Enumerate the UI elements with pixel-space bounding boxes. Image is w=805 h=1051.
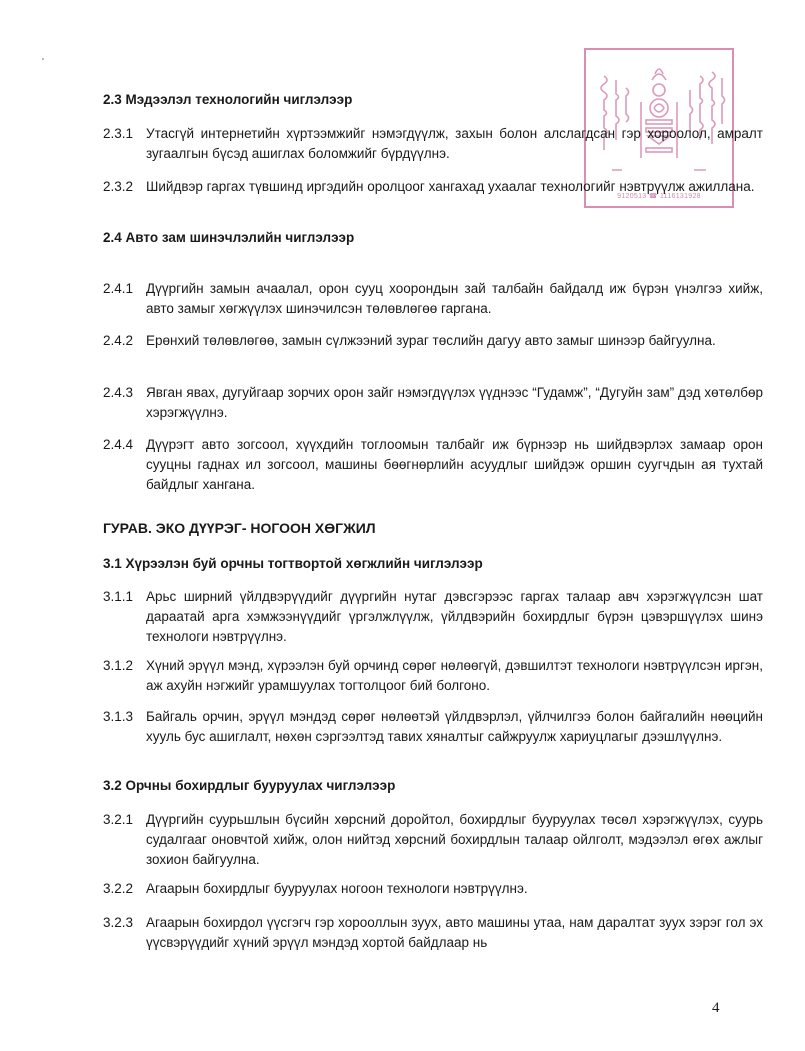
list-item [103,879,763,899]
item-text: Дүүргийн замын ачаалал, орон сууц хоорондын зай талбайн байдалд иж бүрэн үнэлгээ хийж, авто замыг хөгжүүлэх шинэчилсэн төлөвлөгөө гаргана. [146,281,763,316]
list-item [103,707,763,747]
item-number: 2.3.1 [103,126,134,141]
list-item [103,810,763,870]
list-item [103,279,763,319]
section-heading-2-3: 2.3 Мэдээлэл технологийн чиглэлээр [103,92,353,107]
item-text: Агаарын бохирдол үүсгэгч гэр хорооллын зуух, авто машины утаа, нам даралтат зуух зэрэг гол эх үүсвэрүүдийг хүний эрүүл мэндэд хортой байдлаар нь [146,915,763,950]
section-heading-3-2: 3.2 Орчны бохирдлыг бууруулах чиглэлээр [103,778,396,793]
item-text: Арьс ширний үйлдвэрүүдийг дүүргийн нутаг дэвсгэрээс гаргах талаар авч хэрэгжүүлсэн шат дараатай арга хэмжээнүүдийг үргэлжлүүлж, үйлдвэрийн бохирдлыг бүрэн цэвэршүүлэх шинэ технологи нэвтрүүлнэ. [146,589,763,644]
page-number: 4 [712,1000,720,1016]
list-item [103,383,763,423]
item-number: 3.1.3 [103,709,134,724]
list-item [103,124,763,164]
item-text: Агаарын бохирдлыг бууруулах ногоон технологи нэвтрүүлнэ. [146,881,528,896]
item-text: Ерөнхий төлөвлөгөө, замын сүлжээний зураг төслийн дагуу авто замыг шинээр байгуулна. [146,333,716,348]
item-text: Байгаль орчин, эрүүл мэндэд сөрөг нөлөөтэй үйлдвэрлэл, үйлчилгээ болон байгалийн нөөцийн хууль бус ашиглалт, нөхөн сэргээлтэд тавих хяналтыг сайжруулж хариуцлагыг дээшлүүлнэ. [146,709,763,744]
list-item [103,435,763,495]
item-text: Дүүргийн суурьшлын бүсийн хөрсний доройтол, бохирдлыг бууруулах төсөл хэрэгжүүлэх, суурь судалгааг оновчтой хийж, олон нийтэд хөрсний бохирдлын талаар ойлголт, мэдээлэл өгөх ажлыг зохион байгуулна. [146,812,763,867]
item-text: Дүүрэгт авто зогсоол, хүүхдийн тоглоомын талбайг иж бүрнээр нь шийдвэрлэх замаар орон сууцны гаднах ил зогсоол, машины бөөгнөрлийн асуудлыг шийдэж оршин суугчдын ая тухтай байдлыг хангана. [146,437,763,492]
scan-speck [42,58,44,60]
item-text: Хүний эрүүл мэнд, хүрээлэн буй орчинд сөрөг нөлөөгүй, дэвшилтэт технологи нэвтрүүлсэн иргэн, аж ахуйн нэгжийг урамшуулах тогтолцоог бий болгоно. [146,658,763,693]
section-heading-3-1: 3.1 Хүрээлэн буй орчны тогтвортой хөгжлийн чиглэлээр [103,556,483,571]
item-text: Шийдвэр гаргах түвшинд иргэдийн оролцоог хангахад ухаалаг технологийг нэвтрүүлж ажиллана. [146,179,755,194]
item-text: Утасгүй интернетийн хүртээмжийг нэмэгдүүлж, захын болон алслагдсан гэр хороолол, амралт зугаалгын бүсэд ашиглах боломжийг бүрдүүлнэ. [146,126,763,161]
list-item [103,331,763,351]
item-number: 2.4.3 [103,385,134,400]
item-number: 2.3.2 [103,179,134,194]
item-number: 3.1.2 [103,658,134,673]
section-heading-2-4: 2.4 Авто зам шинэчлэлийн чиглэлээр [103,230,355,245]
item-text: Явган явах, дугуйгаар зорчих орон зайг нэмэгдүүлэх үүднээс “Гудамж”, “Дугуйн зам” дэд хөтөлбөр хэрэгжүүлнэ. [146,385,763,420]
list-item [103,587,763,647]
item-number: 3.1.1 [103,589,134,604]
list-item [103,913,763,953]
list-item [103,656,763,696]
item-number: 2.4.1 [103,281,134,296]
list-item [103,177,763,197]
item-number: 3.2.3 [103,915,134,930]
item-number: 3.2.2 [103,881,134,896]
chapter-heading: ГУРАВ. ЭКО ДҮҮРЭГ- НОГООН ХӨГЖИЛ [103,520,376,536]
item-number: 2.4.4 [103,437,134,452]
stamp-registration-code: 9120513 ☎ 1116131928 [617,193,701,200]
item-number: 3.2.1 [103,812,134,827]
item-number: 2.4.2 [103,333,134,348]
